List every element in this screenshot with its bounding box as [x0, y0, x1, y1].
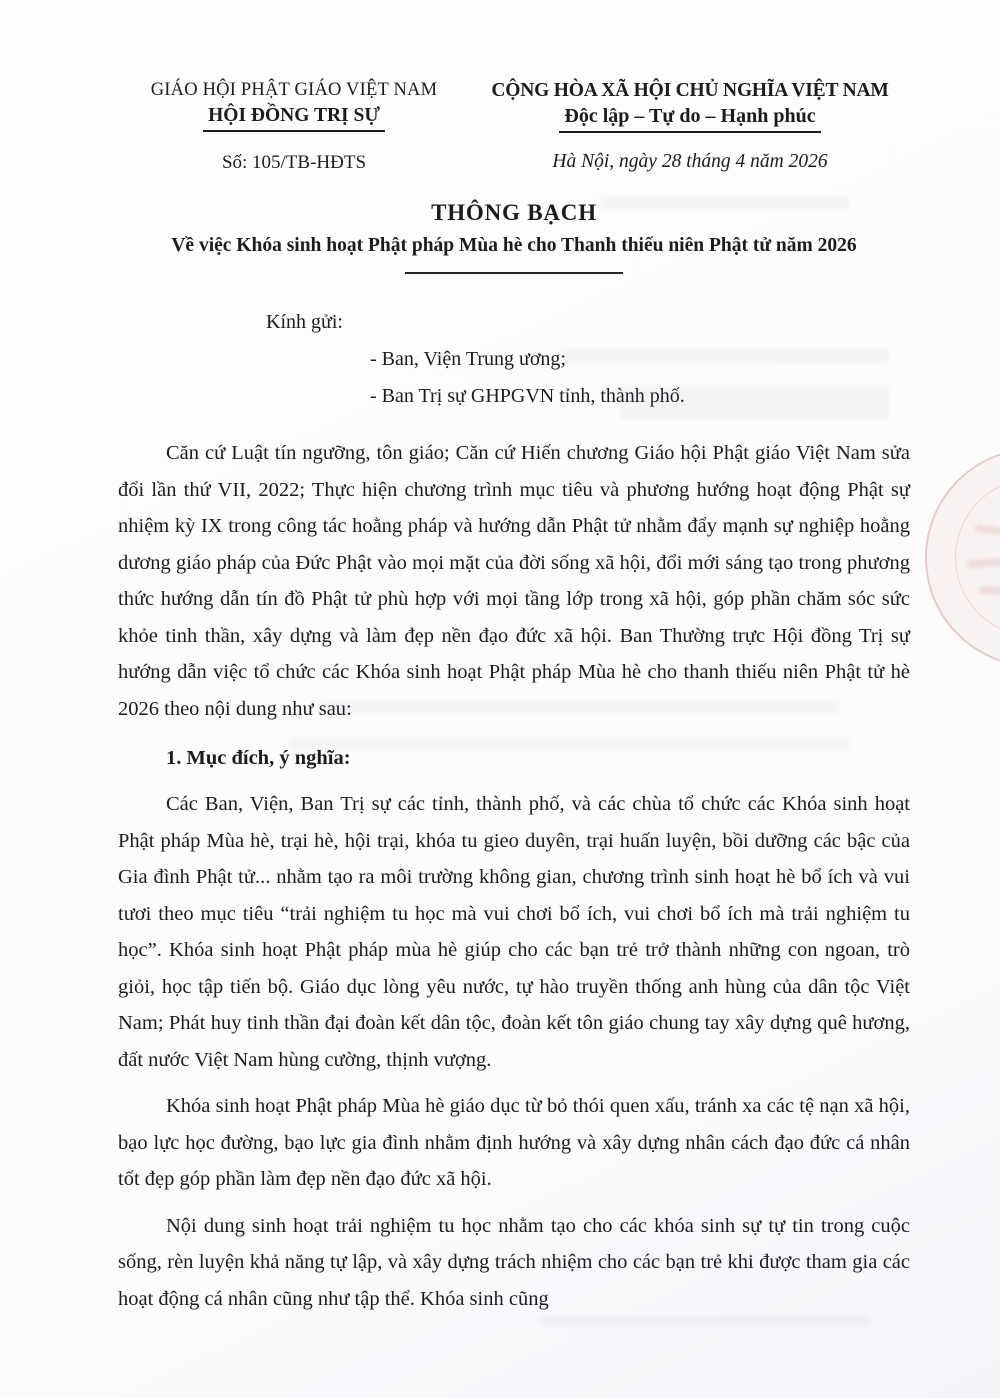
national-motto-text: Độc lập – Tự do – Hạnh phúc [559, 105, 820, 133]
title-block [118, 200, 910, 274]
org-council-text: HỘI ĐỒNG TRỊ SỰ [203, 105, 385, 132]
seal-text-artifact [967, 555, 1000, 568]
section-1-paragraph-2: Khóa sinh hoạt Phật pháp Mùa hè giáo dục từ bỏ thói quen xấu, tránh xa các tệ nạn xã hội, bạo lực học đường, bạo lực gia đình nhằm định hướng và xây dựng nhân cách đạo đức cá nhân tốt đẹp góp phần làm đẹp nền đạo đức xã hội. [118, 1095, 910, 1190]
place-date-line: Hà Nội, ngày 28 tháng 4 năm 2026 [552, 151, 828, 172]
national-title: CỘNG HÒA XÃ HỘI CHỦ NGHĨA VIỆT NAM [491, 80, 889, 101]
official-seal [925, 448, 1000, 667]
org-council [118, 105, 470, 132]
intro-paragraph: Căn cứ Luật tín ngưỡng, tôn giáo; Căn cứ Hiến chương Giáo hội Phật giáo Việt Nam sửa đổi lần thứ VII, 2022; Thực hiện chương trình mục tiêu và phương hướng hoạt động Phật sự nhiệm kỳ IX trong công tác hoằng pháp và hướng dẫn Phật tử nhằm đẩy mạnh sự nghiệp hoằng dương giáo pháp của Đức Phật vào mọi mặt của đời sống xã hội, đổi mới sáng tạo trong phương thức hướng dẫn tín đồ Phật tử phù hợp với mọi tầng lớp trong xã hội, góp phần chăm sóc sức khỏe tinh thần, xây dựng và làm đẹp nền đạo đức xã hội. Ban Thường trực Hội đồng Trị sự hướng dẫn việc tổ chức các Khóa sinh hoạt Phật pháp Mùa hè cho thanh thiếu niên Phật tử hè 2026 theo nội dung như sau: [118, 442, 910, 720]
national-motto [470, 105, 910, 133]
salutation-block [118, 304, 910, 415]
section-1-paragraph-1: Các Ban, Viện, Ban Trị sự các tỉnh, thành phố, và các chùa tổ chức các Khóa sinh hoạt Phật pháp Mùa hè, trại hè, hội trại, khóa tu gieo duyên, trại huấn luyện, bồi dưỡng các bậc của Gia đình Phật tử... nhằm tạo ra môi trường không gian, chương trình sinh hoạt hè bổ ích và vui tươi theo mục tiêu “trải nghiệm tu học mà vui chơi bổ ích, vui chơi bổ ích mà trải nghiệm tu học”. Khóa sinh hoạt Phật pháp mùa hè giúp cho các bạn trẻ trở thành những con ngoan, trò giỏi, học tập tiến bộ. Giáo dục lòng yêu nước, tự hào truyền thống anh hùng của dân tộc Việt Nam; Phát huy tinh thần đại đoàn kết dân tộc, đoàn kết tôn giáo chung tay xây dựng quê hương, đất nước Việt Nam hùng cường, thịnh vượng. [118, 793, 910, 1071]
official-seal-inner-ring [955, 478, 1000, 637]
document-number: Số: 105/TB-HĐTS [221, 152, 367, 173]
document-header [118, 80, 910, 174]
title-divider [405, 272, 623, 274]
document-subtitle: Về việc Khóa sinh hoạt Phật pháp Mùa hè cho Thanh thiếu niên Phật tử năm 2026 [171, 235, 857, 256]
org-name: GIÁO HỘI PHẬT GIÁO VIỆT NAM [150, 80, 438, 100]
seal-text-artifact [979, 585, 1000, 598]
section-1-paragraph-3: Nội dung sinh hoạt trải nghiệm tu học nhằm tạo cho các khóa sinh sự tự tin trong cuộc sống, rèn luyện khả năng tự lập, và xây dựng trách nhiệm cho các bạn trẻ khi được tham gia các hoạt động cá nhân cũng như tập thể. Khóa sinh cũng [118, 1214, 910, 1310]
document-title: THÔNG BẠCH [431, 200, 597, 225]
bleed-through-artifact [540, 1316, 870, 1327]
seal-text-artifact [975, 524, 1000, 540]
issuing-org-block [118, 80, 470, 174]
salutation-label: Kính gửi: [266, 311, 343, 333]
section-1-heading: 1. Mục đích, ý nghĩa: [166, 747, 351, 769]
recipient-line: - Ban Trị sự GHPGVN tỉnh, thành phố. [370, 385, 685, 407]
recipient-list [370, 341, 910, 415]
recipient-line: - Ban, Viện Trung ương; [370, 348, 566, 370]
national-header-block [470, 80, 910, 173]
